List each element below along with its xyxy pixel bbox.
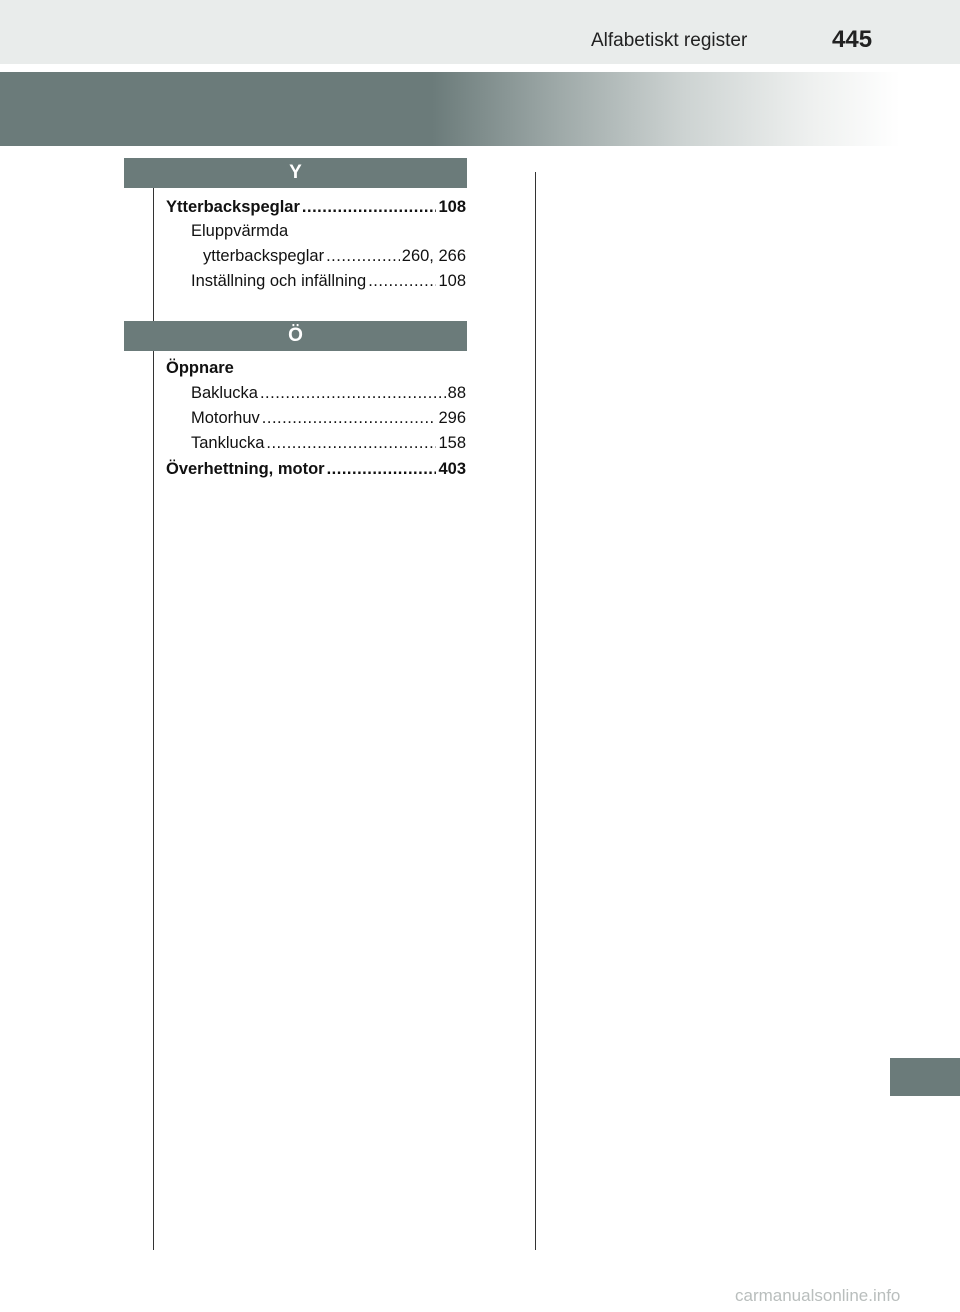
entry-label: Baklucka: [191, 384, 258, 402]
index-entry[interactable]: [203, 244, 466, 268]
watermark: carmanualsonline.info: [735, 1286, 901, 1305]
entry-label: ytterbackspeglar: [203, 247, 325, 265]
entry-label: Inställning och infällning: [191, 272, 367, 290]
header-banner: [0, 72, 900, 146]
index-entry[interactable]: [191, 406, 466, 430]
leader-dots: [262, 406, 437, 430]
entry-label: Överhettning, motor: [166, 460, 325, 478]
entry-page: 158: [438, 434, 466, 452]
entry-label: Öppnare: [166, 359, 234, 377]
section-header-o-umlaut: Ö: [124, 321, 467, 351]
index-entry[interactable]: [191, 269, 466, 293]
entry-page: 296: [438, 409, 466, 427]
entry-page: 88: [447, 384, 466, 402]
entry-label: Ytterbackspeglar: [166, 198, 300, 216]
leader-dots: [266, 431, 436, 455]
entry-label: Eluppvärmda: [191, 222, 289, 240]
chapter-tab: [890, 1058, 960, 1096]
entry-page: 108: [438, 198, 466, 216]
index-entry[interactable]: [191, 381, 466, 405]
index-entry: [166, 356, 466, 380]
entry-label: Motorhuv: [191, 409, 260, 427]
page-header-title: Alfabetiskt register: [591, 30, 748, 51]
top-strip: [0, 0, 960, 64]
index-entry: [191, 219, 466, 243]
index-entry[interactable]: [166, 457, 466, 481]
page-number: 445: [832, 26, 873, 53]
leader-dots: [302, 195, 437, 219]
entry-label: Tanklucka: [191, 434, 265, 452]
column-rule-middle: [535, 172, 536, 1250]
index-entry[interactable]: [191, 431, 466, 455]
leader-dots: [327, 457, 437, 481]
index-entry[interactable]: [166, 195, 466, 219]
entry-page: 403: [438, 460, 466, 478]
section-header-y: Y: [124, 158, 467, 188]
leader-dots: [368, 269, 436, 293]
leader-dots: [326, 244, 400, 268]
entry-page: 108: [438, 272, 466, 290]
leader-dots: [260, 381, 446, 405]
entry-page: 260, 266: [401, 247, 466, 265]
